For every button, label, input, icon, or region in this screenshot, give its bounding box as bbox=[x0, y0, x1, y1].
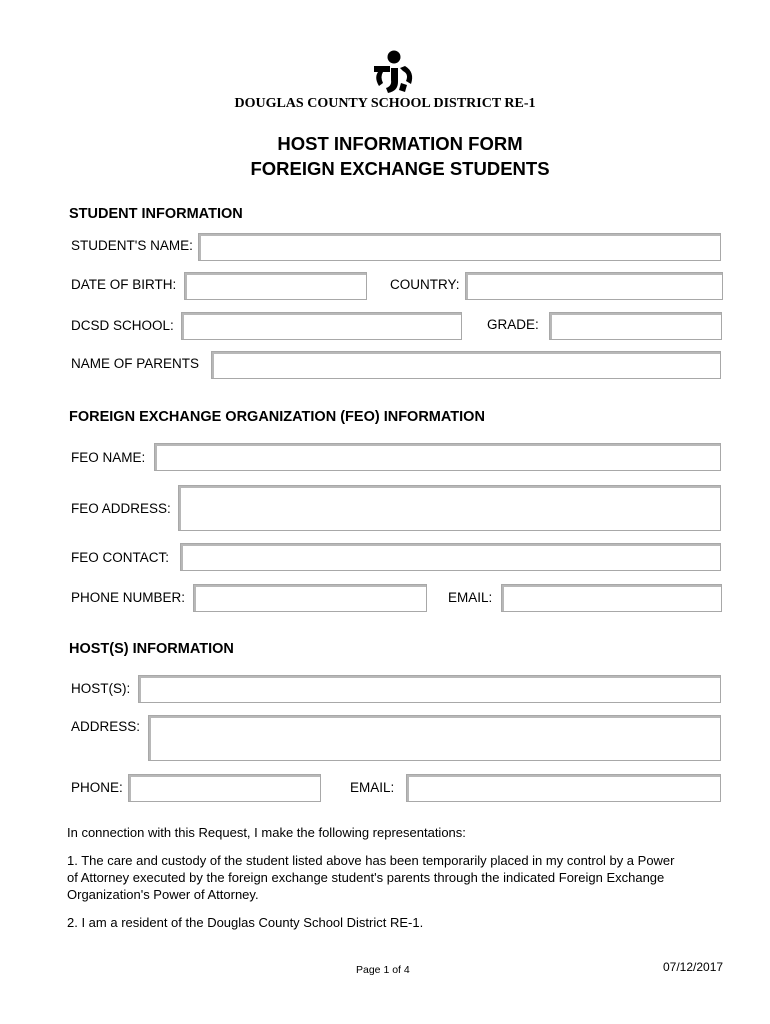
representations-intro: In connection with this Request, I make the following representations: bbox=[67, 825, 466, 840]
feo-name-label: FEO NAME: bbox=[71, 450, 146, 465]
feo-phone-field[interactable] bbox=[193, 584, 427, 612]
district-logo-icon bbox=[371, 50, 417, 94]
district-name: DOUGLAS COUNTY SCHOOL DISTRICT RE-1 bbox=[234, 96, 536, 111]
student-section-heading: STUDENT INFORMATION bbox=[69, 206, 243, 222]
feo-email-label: EMAIL: bbox=[448, 590, 493, 605]
form-title-line1: HOST INFORMATION FORM bbox=[277, 133, 523, 154]
name-of-parents-field[interactable] bbox=[211, 351, 721, 379]
host-address-label: ADDRESS: bbox=[71, 719, 141, 734]
grade-field[interactable] bbox=[549, 312, 722, 340]
form-title-line2: FOREIGN EXCHANGE STUDENTS bbox=[250, 158, 550, 179]
host-phone-label: PHONE: bbox=[71, 780, 123, 795]
student-name-label: STUDENT'S NAME: bbox=[71, 238, 193, 253]
name-of-parents-label: NAME OF PARENTS bbox=[71, 356, 200, 371]
page-number: Page 1 of 4 bbox=[356, 964, 410, 976]
feo-name-field[interactable] bbox=[154, 443, 721, 471]
country-label: COUNTRY: bbox=[390, 277, 460, 292]
country-field[interactable] bbox=[465, 272, 723, 300]
student-name-field[interactable] bbox=[198, 233, 721, 261]
grade-label: GRADE: bbox=[487, 317, 539, 332]
host-email-label: EMAIL: bbox=[350, 780, 395, 795]
date-of-birth-field[interactable] bbox=[184, 272, 367, 300]
feo-phone-label: PHONE NUMBER: bbox=[71, 590, 186, 605]
representation-item-1-line1: 1. The care and custody of the student listed above has been temporarily placed in my control by a Power bbox=[67, 853, 675, 868]
feo-section-heading: FOREIGN EXCHANGE ORGANIZATION (FEO) INFORMATION bbox=[69, 409, 485, 425]
representation-item-2: 2. I am a resident of the Douglas County School District RE-1. bbox=[67, 915, 424, 930]
dcsd-school-label: DCSD SCHOOL: bbox=[71, 318, 174, 333]
host-section-heading: HOST(S) INFORMATION bbox=[69, 641, 234, 657]
hosts-field[interactable] bbox=[138, 675, 721, 703]
representation-item-1-line3: Organization's Power of Attorney. bbox=[67, 887, 259, 902]
feo-contact-field[interactable] bbox=[180, 543, 721, 571]
hosts-label: HOST(S): bbox=[71, 681, 131, 696]
dcsd-school-field[interactable] bbox=[181, 312, 462, 340]
host-email-field[interactable] bbox=[406, 774, 721, 802]
host-address-field[interactable] bbox=[148, 715, 721, 761]
feo-address-label: FEO ADDRESS: bbox=[71, 501, 171, 516]
feo-contact-label: FEO CONTACT: bbox=[71, 550, 170, 565]
revision-date: 07/12/2017 bbox=[663, 960, 724, 974]
feo-address-field[interactable] bbox=[178, 485, 721, 531]
date-of-birth-label: DATE OF BIRTH: bbox=[71, 277, 177, 292]
host-phone-field[interactable] bbox=[128, 774, 321, 802]
representation-item-1-line2: of Attorney executed by the foreign exchange student's parents through the indicated Foreign Exchange bbox=[67, 870, 665, 885]
feo-email-field[interactable] bbox=[501, 584, 722, 612]
